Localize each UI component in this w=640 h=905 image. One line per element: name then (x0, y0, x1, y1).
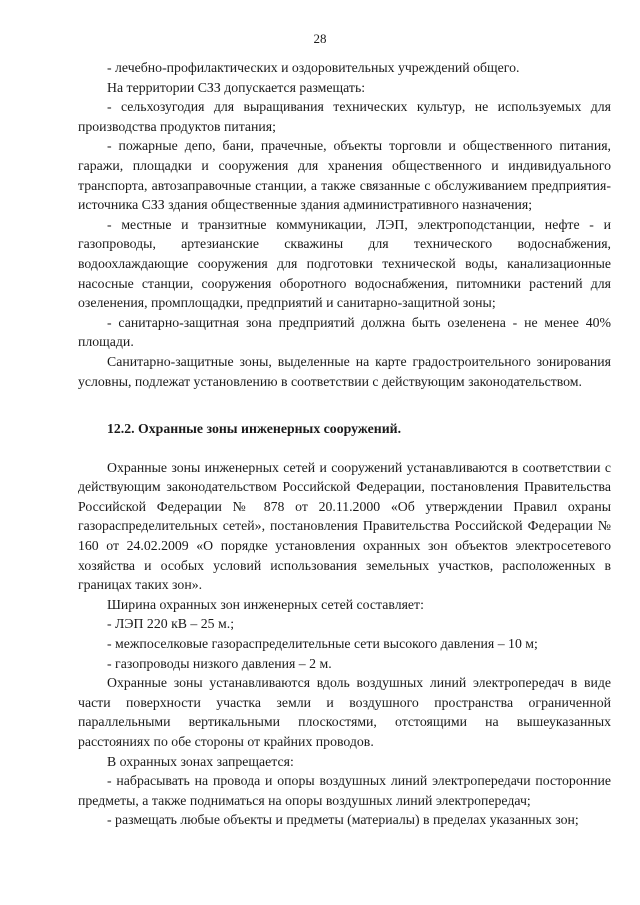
paragraph-establish: Охранные зоны устанавливаются вдоль воздушных линий электропередач в виде части поверхности участка земли и воздушного пространства ограниченной параллельными вертикальными плоскостями, отстоящими на вышеуказанных расстояниях по обе стороны от крайних проводов. (78, 675, 611, 749)
document-body (78, 58, 611, 830)
list-item: - газопроводы низкого давления – 2 м. (107, 655, 332, 671)
paragraph-allowed-intro: На территории СЗЗ допускается размещать: (107, 79, 366, 95)
list-item: - местные и транзитные коммуникации, ЛЭП, электроподстанции, нефте - и газопроводы, артезианские скважины для технического водоснабжения, водоохлаждающие сооружения для подготовки технической воды, канализационные насосные станции, сооружения оборотного водоснабжения, питомники растений для озеленения, промплощадки, предприятий и санитарно-защитной зоны; (78, 216, 611, 311)
paragraph-intro: Охранные зоны инженерных сетей и сооружений устанавливаются в соответствии с действующим законодательством Российской Федерации, постановления Правительства Российской Федерации № 878 от 20.11.2000 «Об утверждении Правил охраны газораспределительных сетей», постановления Правительства Российской Федерации № 160 от 24.02.2009 «О порядке установления охранных зон объектов электросетевого хозяйства и особых условий использования земельных участков, расположенных в границах таких зон». (78, 459, 611, 593)
list-item: - сельхозугодия для выращивания технических культур, не используемых для производства продуктов питания; (78, 99, 611, 134)
paragraph-closing: Санитарно-защитные зоны, выделенные на карте градостроительного зонирования условны, подлежат установлению в соответствии с действующим законодательством. (78, 353, 611, 389)
list-item: - лечебно-профилактических и оздоровительных учреждений общего. (107, 60, 520, 75)
section-heading: 12.2. Охранные зоны инженерных сооружений. (107, 421, 402, 437)
paragraph-width-intro: Ширина охранных зон инженерных сетей составляет: (107, 596, 424, 612)
list-item: - набрасывать на провода и опоры воздушных линий электропередачи посторонние предметы, а также подниматься на опоры воздушных линий электропередач; (78, 773, 611, 808)
list-item: - размещать любые объекты и предметы (материалы) в пределах указанных зон; (107, 812, 579, 828)
page-number: 28 (313, 31, 327, 46)
paragraph-prohibited-intro: В охранных зонах запрещается: (107, 753, 294, 769)
list-item: - межпоселковые газораспределительные сети высокого давления – 10 м; (107, 636, 538, 652)
list-item: - ЛЭП 220 кВ – 25 м.; (107, 616, 235, 632)
list-item: - пожарные депо, бани, прачечные, объекты торговли и общественного питания, гаражи, площадки и сооружения для хранения общественного и индивидуального транспорта, автозаправочные станции, а также связанные с обслуживанием предприятия-источника СЗЗ здания общественные здания административного назначения; (78, 138, 611, 213)
list-item: - санитарно-защитная зона предприятий должна быть озеленена - не менее 40% площади. (78, 314, 611, 350)
